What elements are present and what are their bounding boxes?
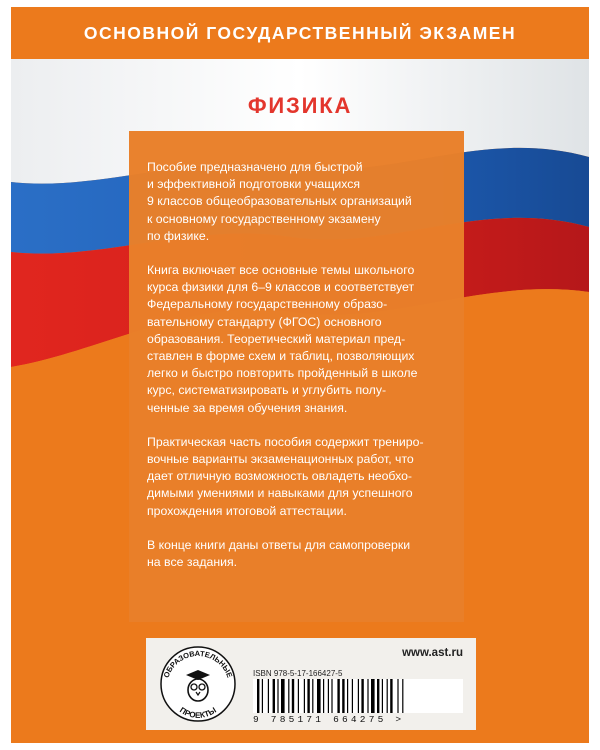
isbn-number: ISBN 978-5-17-166427-5 <box>253 669 343 678</box>
publisher-website: www.ast.ru <box>402 647 463 659</box>
barcode-image <box>253 679 463 713</box>
series-header <box>11 7 589 59</box>
barcode-number: 9 785171 664275 > <box>253 714 405 725</box>
description-paragraph: Практическая часть пособия содержит трениро- вочные варианты экзаменационных работ, что дает отличную возможность овладеть необхо- димыми умениями и навыками для успешного прохождения итоговой аттестации. <box>147 434 424 518</box>
series-title: ОСНОВНОЙ ГОСУДАРСТВЕННЫЙ ЭКЗАМЕН <box>83 22 517 43</box>
logo-text-bottom: ПРОЕКТЫ <box>178 705 218 720</box>
subject-title: ФИЗИКА <box>247 93 353 118</box>
logo-text-top: ОБРАЗОВАТЕЛЬНЫЕ <box>161 648 235 679</box>
educational-projects-logo <box>159 645 237 723</box>
description-text <box>147 159 465 588</box>
book-back-cover <box>11 7 589 743</box>
description-paragraph: Книга включает все основные темы школьного курса физики для 6–9 классов и соответствует Федеральному государственному образо- вательному стандарту (ФГОС) основного образования. Теоретический материал пред- ставлен в форме схем и таблиц, позволяющих легко и быстро повторить пройденный в школе курс, систематизировать и углубить полу- ченные за время обучения знания. <box>147 263 418 415</box>
description-paragraph: Пособие предназначено для быстрой и эффективной подготовки учащихся 9 классов общеобразовательных организаций к основному государственному экзамену по физике. <box>147 160 412 243</box>
description-paragraph: В конце книги даны ответы для самопроверки на все задания. <box>147 537 411 570</box>
